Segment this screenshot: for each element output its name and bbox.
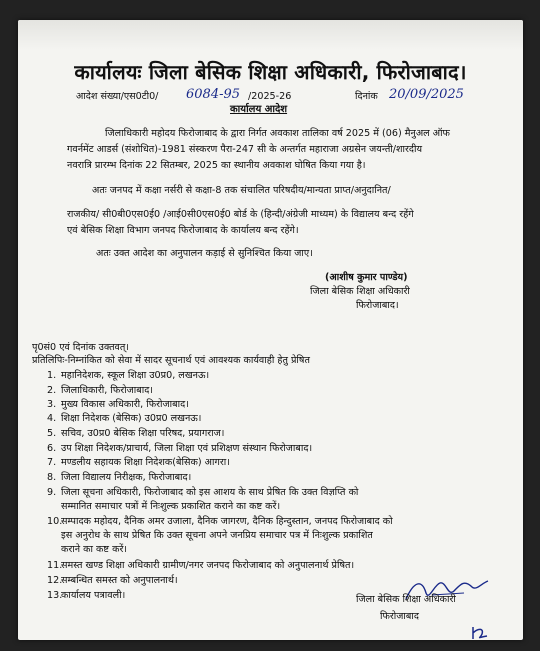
list-item: 5. सचिव, उ0प्र0 बेसिक शिक्षा परिषद, प्रयागराज।: [47, 428, 225, 439]
signature2-place: फिरोजाबाद: [380, 611, 419, 622]
reference-line: पृ0सं0 एवं दिनांक उक्तवत्।: [32, 342, 129, 353]
para2-line1: अतः जनपद में कक्षा नर्सरी से कक्षा-8 तक संचालित परिषदीय/मान्यता प्राप्त/अनुदानित/: [92, 185, 391, 196]
signatory-name: (आशीष कुमार पाण्डेय): [325, 272, 408, 283]
date-handwritten: 20/09/2025: [389, 87, 464, 102]
office-order-heading: कार्यालय आदेश: [230, 104, 288, 115]
para2-line3: एवं बेसिक शिक्षा विभाग जनपद फिरोजाबाद के कार्यालय बन्द रहेंगे।: [67, 225, 299, 236]
list-item: 11.समस्त खण्ड शिक्षा अधिकारी ग्रामीण/नगर जनपद फिरोजाबाद को अनुपालनार्थ प्रेषित।: [47, 560, 355, 571]
list-item: 2. जिलाधिकारी, फिरोजाबाद।: [47, 385, 153, 396]
para3: अतः उक्त आदेश का अनुपालन कड़ाई से सुनिश्चित किया जाए।: [96, 248, 313, 259]
office-title: कार्यालयः जिला बेसिक शिक्षा अधिकारी, फिरोजाबाद।: [74, 60, 467, 84]
para1-line2: गवर्नमेंट आडर्स (संशोधित)-1981 संस्करण पैरा-247 सी के अन्तर्गत महाराजा अग्रसेन जयन्ती/शारदीय: [67, 144, 423, 155]
list-item: 1. महानिदेशक, स्कूल शिक्षा उ0प्र0, लखनऊ।: [47, 370, 210, 381]
para2-line2: राजकीय/ सी0बी0एस0ई0 /आई0सी0एस0ई0 बोर्ड के (हिन्दी/अंग्रेजी माध्यम) के विद्यालय बन्द रहेंगे: [67, 209, 414, 220]
list-item: 6. उप शिक्षा निदेशक/प्राचार्य, जिला शिक्षा एवं प्रशिक्षण संस्थान फिरोजाबाद।: [47, 443, 313, 454]
date-label: दिनांक: [355, 91, 378, 102]
list-item: 4. शिक्षा निदेशक (बेसिक) उ0प्र0 लखनऊ।: [47, 413, 202, 424]
para1-line3: नवरात्रि प्रारम्भ दिनांक 22 सितम्बर, 2025 का स्थानीय अवकाश घोषित किया गया है।: [67, 160, 366, 171]
list-item: 7. मण्डलीय सहायक शिक्षा निदेशक(बेसिक) आगरा।: [47, 457, 230, 468]
order-number-year: /2025-26: [248, 91, 292, 102]
page-shadow: [18, 20, 523, 50]
initials-mark: [470, 624, 490, 640]
list-item: 12.सम्बन्धित समस्त को अनुपालनार्थ।: [47, 575, 178, 586]
list-item: 10.सम्पादक महोदय, दैनिक अमर उजाला, दैनिक जागरण, दैनिक हिन्दुस्तान, जनपद फिरोजाबाद को: [47, 516, 393, 527]
list-item-continuation: सम्मानित समाचार पत्रों में निःशुल्क प्रकाशित कराने का कष्ट करें।: [61, 501, 281, 512]
order-number-label: आदेश संख्या/एस0टी0/: [76, 91, 159, 102]
list-item: 3. मुख्य विकास अधिकारी, फिरोजाबाद।: [47, 399, 189, 410]
list-item: 13.कार्यालय पत्रावली।: [47, 590, 126, 601]
list-item: 8. जिला विद्यालय निरीक्षक, फिरोजाबाद।: [47, 472, 192, 483]
signatory-designation: जिला बेसिक शिक्षा अधिकारी: [310, 286, 410, 297]
document-page: [18, 20, 523, 640]
copy-to-line: प्रतिलिपिः-निम्नांकित को सेवा में सादर सूचनार्थ एवं आवश्यक कार्यवाही हेतु प्रेषित: [32, 355, 310, 366]
list-item: 9. जिला सूचना अधिकारी, फिरोजाबाद को इस आशय के साथ प्रेषित कि उक्त विज्ञप्ति को: [47, 487, 359, 498]
signature2-designation: जिला बेसिक शिक्षा अधिकारी: [356, 594, 456, 605]
list-item-continuation: कराने का कष्ट करें।: [61, 544, 128, 555]
order-number-handwritten: 6084-95: [186, 87, 241, 102]
signatory-place: फिरोजाबाद।: [356, 300, 399, 311]
list-item-continuation: इस अनुरोध के साथ प्रेषित कि उक्त सूचना अपने जनप्रिय समाचार पत्र में निःशुल्क प्रकाशित: [61, 530, 373, 541]
para1-line1: जिलाधिकारी महोदय फिरोजाबाद के द्वारा निर्गत अवकाश तालिका वर्ष 2025 में (06) मैनुअल ऑफ: [105, 128, 450, 139]
